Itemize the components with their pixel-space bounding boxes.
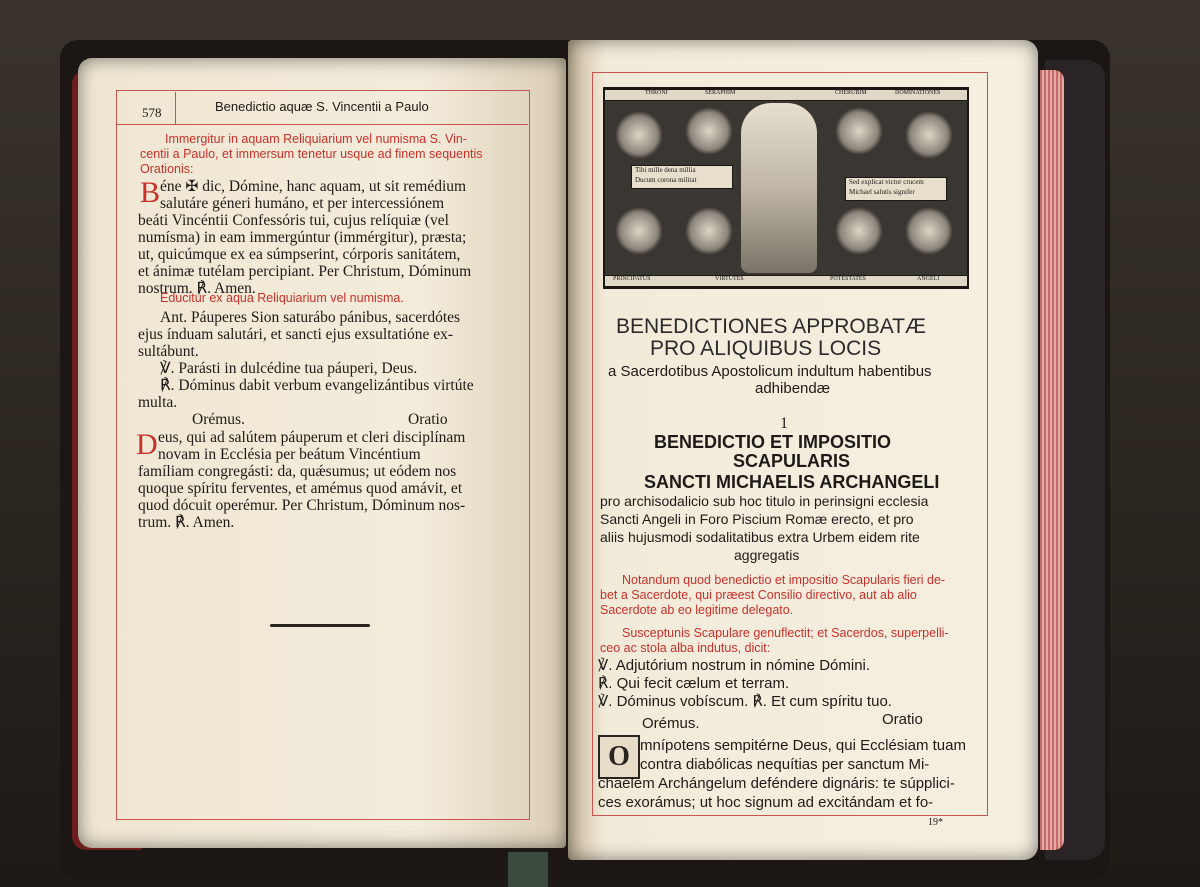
oratio-label: Oratio <box>882 711 923 728</box>
description-line: Sancti Angeli in Foro Piscium Romæ erecto, et pro <box>600 511 914 527</box>
versicle: ℣. Dóminus vobíscum. ℟. Et cum spíritu tuo. <box>598 693 892 710</box>
description-line: pro archisodalicio sub hoc titulo in perinsigni ecclesia <box>600 493 929 509</box>
antiphon-line: ejus índuam salutári, et sancti ejus exsultatióne ex- <box>138 326 454 343</box>
ribbon-bookmark <box>508 852 548 887</box>
engraving-label: THRONI <box>645 90 668 96</box>
antiphon-line: sultábunt. <box>138 343 199 360</box>
signature-mark: 19* <box>928 817 943 828</box>
rubric-line: Notandum quod benedictio et impositio Scapularis fieri de- <box>622 573 946 587</box>
engraving-label: PRINCIPATUS <box>613 276 651 282</box>
rubric-line: ceo ac stola alba indutus, dicit: <box>600 641 771 655</box>
engraving-label: VIRTUTES <box>715 276 744 282</box>
engraving-label: ANGELI <box>917 276 940 282</box>
versicle: ℣. Adjutórium nostrum in nómine Dómini. <box>598 657 871 674</box>
oremus: Orémus. <box>192 411 245 428</box>
prayer-line: et ánimæ tutélam percipiant. Per Christum, Dóminum <box>138 263 472 280</box>
header-rule <box>116 124 528 125</box>
page-edges <box>1040 70 1064 850</box>
prayer-line: éne ✠ dic, Dómine, hanc aquam, ut sit remédium <box>160 178 467 195</box>
drop-cap: D <box>136 428 158 461</box>
engraving-label: POTESTATES <box>830 276 866 282</box>
engraving-label: CHERUBIM <box>835 90 867 96</box>
response-line: multa. <box>138 394 178 411</box>
blessing-heading: SCAPULARIS <box>733 451 851 471</box>
section-subtitle: adhibendæ <box>755 380 831 397</box>
description-line: aliis hujusmodi sodalitatibus extra Urbem eidem rite <box>600 529 920 545</box>
blessing-heading: BENEDICTIO ET IMPOSITIO <box>654 432 892 452</box>
prayer-line: novam in Ecclésia per beátum Vincéntium <box>158 446 421 463</box>
prayer-line: ces exorámus; ut hoc signum ad excitándam et fo- <box>598 794 934 811</box>
prayer-line: nostrum. ℟. Amen. <box>138 280 256 297</box>
engraving-banner-text: Ducum corona militat <box>635 176 697 184</box>
section-title: PRO ALIQUIBUS LOCIS <box>650 337 882 360</box>
engraving-label: SERAPHIM <box>705 90 736 96</box>
ornamental-initial: O <box>598 735 640 779</box>
section-subtitle: a Sacerdotibus Apostolicum indultum habentibus <box>608 363 932 380</box>
engraving-banner-text: Sed explicat victor crucem <box>849 178 924 186</box>
rubric-line: Sacerdote ab eo legitime delegato. <box>600 603 794 617</box>
versicle: ℣. Parásti in dulcédine tua páuperi, Deus. <box>160 360 418 377</box>
engraving-banner-text: Tibi mille dena millia <box>635 166 696 174</box>
response-line: ℟. Dóminus dabit verbum evangelizántibus virtúte <box>160 377 474 394</box>
section-separator <box>270 624 370 627</box>
rubric-line: Educitur ex aqua Reliquiarium vel numisma. <box>160 291 404 305</box>
drop-cap: B <box>140 176 161 209</box>
rubric-line: Orationis: <box>140 162 194 176</box>
rubric-line: bet a Sacerdote, qui præest Consilio directivo, aut ab alio <box>600 588 917 602</box>
prayer-line: eus, qui ad salútem páuperum et cleri disciplínam <box>158 429 466 446</box>
engraving-label: DOMINATIONES <box>895 90 941 96</box>
antiphon-line: Ant. Páuperes Sion saturábo pánibus, sacerdótes <box>160 309 461 326</box>
section-title: BENEDICTIONES APPROBATÆ <box>616 315 927 338</box>
prayer-line: quod dócuit operémur. Per Christum, Dóminum nos- <box>138 497 466 514</box>
angel-engraving <box>603 87 969 289</box>
prayer-line: beáti Vincéntii Confessóris tui, cujus relíquiæ (vel <box>138 212 449 229</box>
prayer-line: trum. ℟. Amen. <box>138 514 235 531</box>
engraving-banner-text: Michael salutis signifer <box>849 188 915 196</box>
page-number: 578 <box>142 105 162 120</box>
prayer-line: contra diabólicas nequítias per sanctum Mi- <box>640 756 930 773</box>
blessing-heading: SANCTI MICHAELIS ARCHANGELI <box>644 472 940 492</box>
oremus: Orémus. <box>642 715 700 732</box>
prayer-line: numísma) in eam immergúntur (immérgitur), præsta; <box>138 229 467 246</box>
description-line: aggregatis <box>734 547 800 563</box>
oratio-label: Oratio <box>408 411 448 428</box>
prayer-line: mnípotens sempitérne Deus, qui Ecclésiam tuam <box>640 737 966 754</box>
prayer-line: famíliam congregásti: da, quǽsumus; ut eódem nos <box>138 463 457 480</box>
prayer-line: salutáre géneri humáno, et per intercessiónem <box>160 195 445 212</box>
prayer-line: chaélem Archángelum deféndere dignáris: te súpplici- <box>598 775 955 792</box>
rubric-line: Susceptunis Scapulare genuflectit; et Sacerdos, superpelli- <box>622 626 949 640</box>
header-divider <box>175 92 176 124</box>
rubric-line: centii a Paulo, et immersum tenetur usque ad finem sequentis <box>140 147 483 161</box>
response: ℟. Qui fecit cælum et terram. <box>598 675 790 692</box>
prayer-line: quoque spíritu ferventes, et amémus quod amávit, et <box>138 480 463 497</box>
prayer-line: ut, quicúmque ex ea súmpserint, córporis sanitátem, <box>138 246 461 263</box>
item-number: 1 <box>780 415 788 432</box>
rubric-line: Immergitur in aquam Reliquiarium vel numisma S. Vin- <box>165 132 467 146</box>
running-head: Benedictio aquæ S. Vincentii a Paulo <box>215 99 429 114</box>
